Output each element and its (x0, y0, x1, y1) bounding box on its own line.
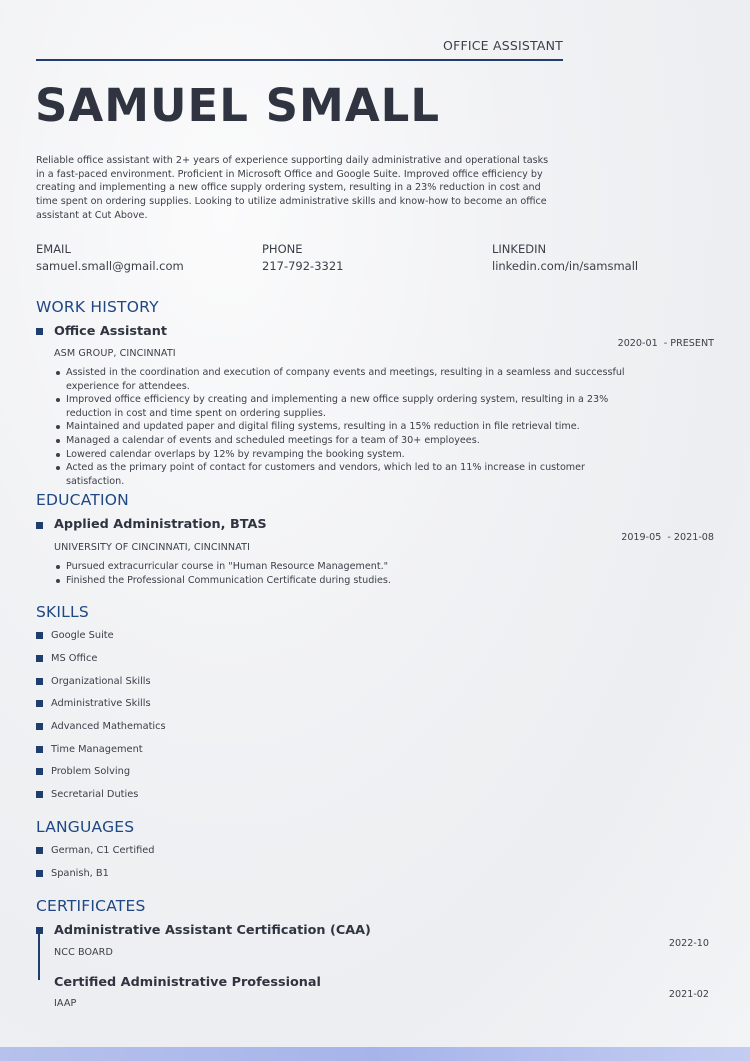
certificate-issuer: IAAP (54, 998, 77, 1009)
certificate-name: Certified Administrative Professional (54, 975, 321, 990)
entry-marker (36, 522, 43, 529)
list-item: Improved office efficiency by creating and implementing a new office supply ordering system, resulting in a 23% reduction in cost and time spent on ordering supplies. (66, 393, 626, 420)
footer-band (0, 1047, 750, 1061)
section-title-work-history: WORK HISTORY (36, 298, 159, 316)
certificate-issuer: NCC BOARD (54, 947, 113, 958)
bullet-square (36, 847, 43, 854)
email-label: EMAIL (36, 242, 71, 256)
bullet-square (36, 723, 43, 730)
linkedin-value: linkedin.com/in/samsmall (492, 259, 639, 273)
linkedin-label: LINKEDIN (492, 242, 547, 256)
education-degree: Applied Administration, BTAS (54, 517, 267, 532)
work-bullets (66, 366, 626, 488)
bullet-square (36, 700, 43, 707)
education-school: UNIVERSITY OF CINCINNATI, CINCINNATI (54, 542, 251, 553)
work-role: Office Assistant (54, 324, 167, 339)
work-company: ASM GROUP, CINCINNATI (54, 348, 176, 359)
education-dates: 2019-05 - 2021-08 (621, 532, 714, 543)
section-title-education: EDUCATION (36, 491, 129, 509)
section-title-languages: LANGUAGES (36, 818, 135, 836)
list-item: Finished the Professional Communication Certificate during studies. (66, 574, 626, 588)
bullet-square (36, 768, 43, 775)
email-value: samuel.small@gmail.com (36, 259, 184, 273)
contact-linkedin (492, 242, 638, 273)
entry-marker (36, 328, 43, 335)
education-bullets (66, 560, 626, 587)
certificates-timeline (38, 930, 40, 980)
list-item: Assisted in the coordination and execution of company events and meetings, resulting in a seamless and successful experience for attendees. (66, 367, 625, 392)
work-dates: 2020-01 - PRESENT (617, 338, 714, 349)
list-item: Lowered calendar overlaps by 12% by revamping the booking system. (66, 448, 626, 462)
resume-page: OFFICE ASSISTANT SAMUEL SMALL Reliable office assistant with 2+ years of experience supporting daily administrative and operational tasks in a fast-paced environment. Proficient in Microsoft Office and Google Suite. Improved office efficiency by creating and implementing a new office supply ordering system, resulting in a 23% reduction in cost and time spent on ordering supplies. Looking to utilize administrative skills and know-how to become an office assistant at Cut Above. EMAIL samuel.small@gmail.com PHONE 217-792-3321 LINKEDIN linkedin.com/in/samsmall WORK HISTORY Office Assistant ASM GROUP, CINCINNATI 2020-01 - PRESENT Assisted in the coordination and execution of company events and meetings, resulting in a seamless and successful experience for attendees. Improved office efficiency by creating and implementing a new office supply ordering system, resulting in a 23% reduction in cost and time spent on ordering supplies. Maintained and updated paper and digital filing systems, resulting in a 15% reduction in file retrieval time. Managed a calendar of events and scheduled meetings for a team of 30+ employees. Lowered calendar overlaps by 12% by revamping the booking system. Acted as the primary point of contact for customers and vendors, which led to an 11% increase in customer satisfaction. EDUCATION Applied Administration, BTAS UNIVERSITY OF CINCINNATI, CINCINNATI 2019-05 - 2021-08 Pursued extracurricular course in "Human Resource Management." Finished the Professional Communication Certificate during studies. SKILLS Google Suite MS Office Organizational Skills Administrative Skills Advanced Mathematics Time Management Problem Solving Secretarial Duties LANGUAGES German, C1 Certified Spanish, B1 CERTIFICATES Administrative Assistant Certification (CAA) NCC BOARD 2022-10 Certified Administrative Professional IAAP 2021-02 (0, 0, 750, 1061)
bullet-square (36, 632, 43, 639)
section-title-certificates: CERTIFICATES (36, 897, 146, 915)
candidate-name: SAMUEL SMALL (35, 79, 441, 132)
list-item: Acted as the primary point of contact for customers and vendors, which led to an 11% increase in customer satisfaction. (66, 461, 626, 488)
contact-phone (262, 242, 343, 273)
phone-label: PHONE (262, 242, 303, 256)
section-title-skills: SKILLS (36, 603, 89, 621)
summary-paragraph: Reliable office assistant with 2+ years of experience supporting daily administrative and operational tasks in a fast-paced environment. Proficient in Microsoft Office and Google Suite. Improved office efficiency by creating and implementing a new office supply ordering system, resulting in a 23% reduction in cost and time spent on ordering supplies. Looking to utilize administrative skills and know-how to become an office assistant at Cut Above. (36, 155, 549, 221)
certificate-name: Administrative Assistant Certification (CAA) (54, 923, 371, 938)
job-title: OFFICE ASSISTANT (443, 38, 563, 53)
list-item: Maintained and updated paper and digital filing systems, resulting in a 15% reduction in file retrieval time. (66, 420, 626, 434)
bullet-square (36, 870, 43, 877)
certificate-date: 2021-02 (668, 989, 709, 1000)
contact-email (36, 242, 184, 273)
bullet-square (36, 655, 43, 662)
bullet-square (36, 746, 43, 753)
entry-marker (36, 927, 43, 934)
certificate-date: 2022-10 (668, 938, 709, 949)
bullet-square (36, 791, 43, 798)
list-item: Pursued extracurricular course in "Human Resource Management." (66, 560, 626, 574)
header-divider (36, 59, 563, 61)
list-item: Managed a calendar of events and scheduled meetings for a team of 30+ employees. (66, 434, 626, 448)
phone-value: 217-792-3321 (262, 259, 344, 273)
bullet-square (36, 678, 43, 685)
